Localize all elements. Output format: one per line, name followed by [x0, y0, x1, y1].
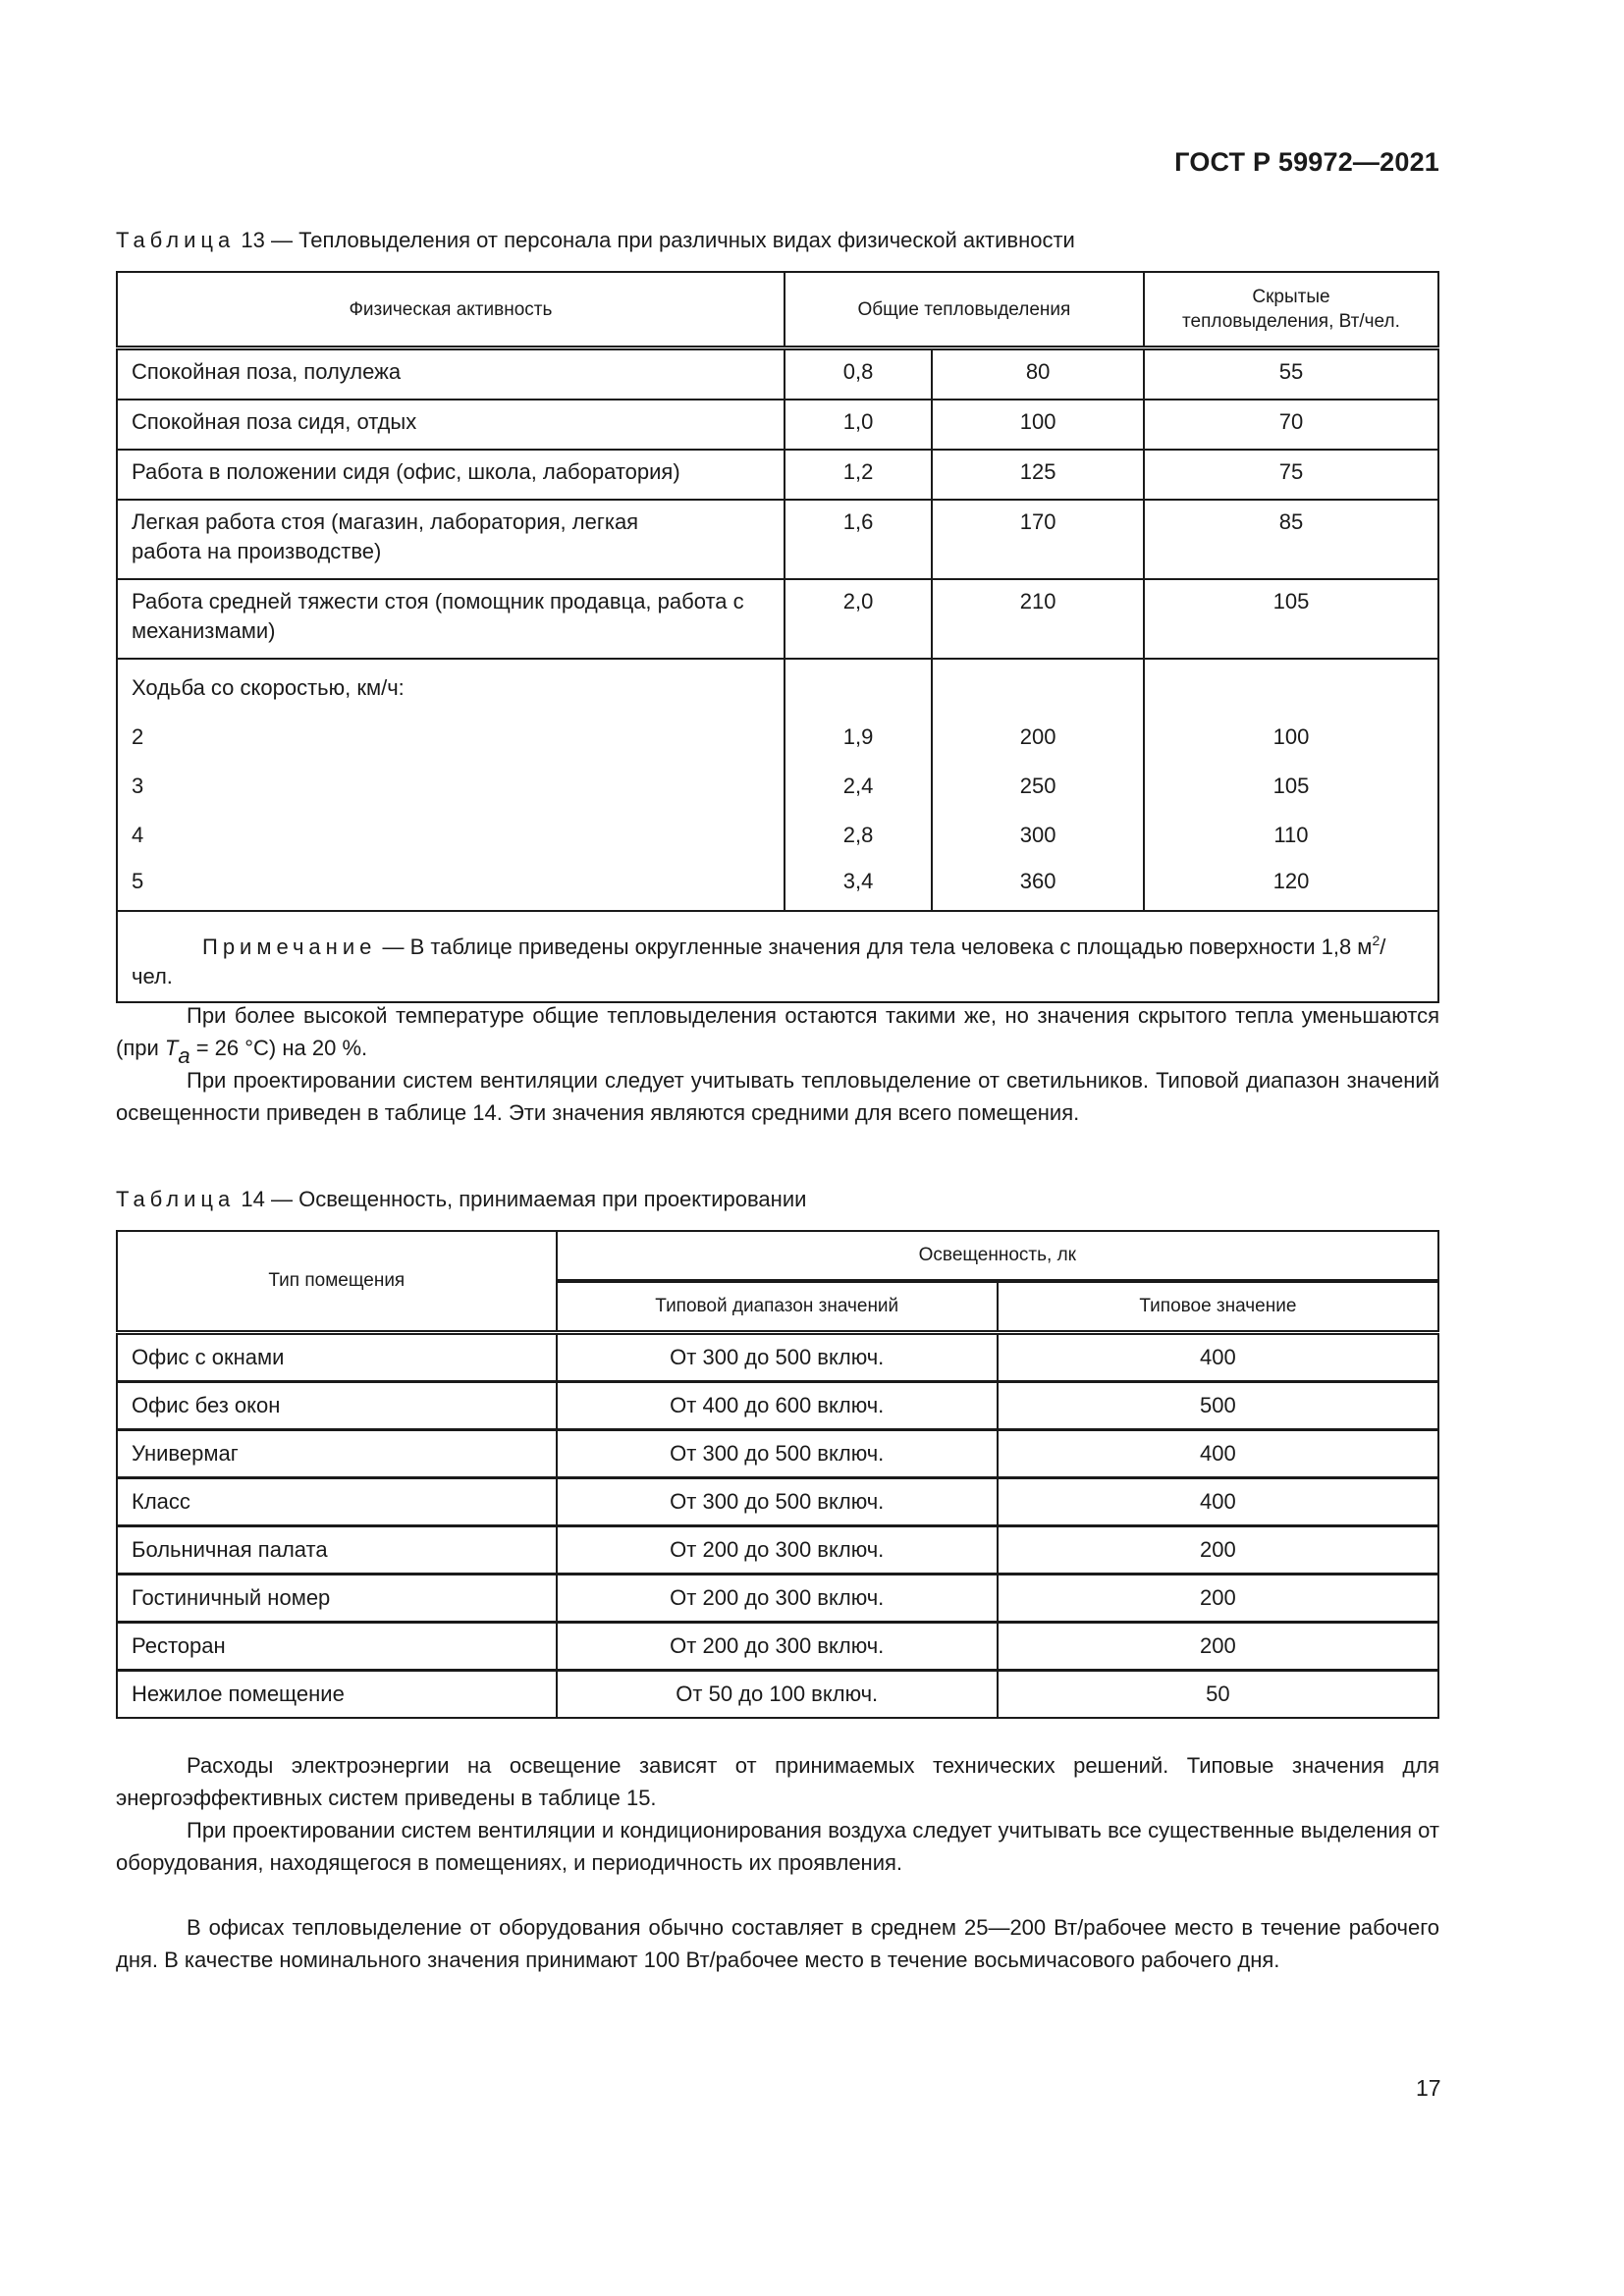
value-cell: 400 [998, 1478, 1438, 1526]
speed-cell: 3 [117, 765, 785, 814]
range-cell: От 400 до 600 включ. [557, 1382, 998, 1430]
room-cell: Офис без окон [117, 1382, 557, 1430]
total-heat-cell: 250 [932, 765, 1144, 814]
table13-note-row [117, 911, 1438, 1002]
table-row [117, 500, 1438, 579]
empty-cell [1144, 659, 1438, 716]
room-cell: Больничная палата [117, 1526, 557, 1575]
table14-caption [116, 1185, 806, 1214]
table-row [117, 863, 1438, 911]
table13-header-total-heat: Общие тепловыделения [785, 272, 1144, 348]
table-row [117, 400, 1438, 450]
met-cell: 2,4 [785, 765, 932, 814]
table13-note [117, 911, 1438, 1002]
empty-cell [932, 659, 1144, 716]
met-cell: 2,0 [785, 579, 932, 659]
table14-header-room-type: Тип помещения [117, 1231, 557, 1333]
walking-label-cell: Ходьба со скоростью, км/ч: [117, 659, 785, 716]
room-cell: Офис с окнами [117, 1333, 557, 1382]
table13-header-latent-heat: Скрытые тепловыделения, Вт/чел. [1144, 272, 1438, 348]
table14-illuminance [116, 1230, 1439, 1719]
speed-cell: 5 [117, 863, 785, 911]
met-cell: 1,2 [785, 450, 932, 500]
paragraph-latent-heat: При более высокой температуре общие тепловыделения остаются такими же, но значения скрытого тепла уменьшаются (при $T_a = 26$ °C) на 20 %. [116, 1003, 1439, 1068]
table13-header-activity: Физическая активность [117, 272, 785, 348]
table-row [117, 1623, 1438, 1671]
speed-cell: 2 [117, 716, 785, 765]
total-heat-cell: 125 [932, 450, 1144, 500]
temperature-variable: $T_a$ [164, 1036, 190, 1068]
value-cell: 400 [998, 1333, 1438, 1382]
table-row [117, 579, 1438, 659]
range-cell: От 200 до 300 включ. [557, 1526, 998, 1575]
table14-caption-text: 14 — Освещенность, принимаемая при проектировании [241, 1187, 807, 1211]
latent-heat-cell: 55 [1144, 348, 1438, 400]
table-row [117, 1430, 1438, 1478]
table-row [117, 765, 1438, 814]
table-row [117, 716, 1438, 765]
latent-heat-cell: 105 [1144, 765, 1438, 814]
met-cell: 2,8 [785, 814, 932, 863]
latent-heat-cell: 105 [1144, 579, 1438, 659]
table13-caption-text: 13 — Тепловыделения от персонала при различных видах физической активности [241, 228, 1075, 252]
table-row [117, 348, 1438, 400]
note-label: Примечание [202, 934, 377, 959]
table-row-walking-label [117, 659, 1438, 716]
total-heat-cell: 100 [932, 400, 1144, 450]
met-cell: 3,4 [785, 863, 932, 911]
table-row [117, 1575, 1438, 1623]
met-cell: 1,9 [785, 716, 932, 765]
note-text-end: /чел. [132, 934, 1386, 988]
table-row [117, 814, 1438, 863]
value-cell: 50 [998, 1671, 1438, 1719]
latent-heat-cell: 85 [1144, 500, 1438, 579]
range-cell: От 200 до 300 включ. [557, 1575, 998, 1623]
speed-cell: 4 [117, 814, 785, 863]
value-cell: 200 [998, 1526, 1438, 1575]
empty-cell [785, 659, 932, 716]
activity-cell: Работа средней тяжести стоя (помощник продавца, работа с механизмами) [117, 579, 785, 659]
met-cell: 0,8 [785, 348, 932, 400]
room-cell: Ресторан [117, 1623, 557, 1671]
total-heat-cell: 80 [932, 348, 1144, 400]
room-cell: Класс [117, 1478, 557, 1526]
value-cell: 400 [998, 1430, 1438, 1478]
table-row [117, 1333, 1438, 1382]
range-cell: От 300 до 500 включ. [557, 1478, 998, 1526]
table-row [117, 1526, 1438, 1575]
table14-caption-label: Таблица [116, 1187, 236, 1211]
activity-cell: Работа в положении сидя (офис, школа, лаборатория) [117, 450, 785, 500]
table-row [117, 1382, 1438, 1430]
met-cell: 1,6 [785, 500, 932, 579]
table-row [117, 1478, 1438, 1526]
latent-heat-cell: 120 [1144, 863, 1438, 911]
range-cell: От 300 до 500 включ. [557, 1430, 998, 1478]
room-cell: Универмаг [117, 1430, 557, 1478]
table14-header-illuminance: Освещенность, лк [557, 1231, 1438, 1281]
total-heat-cell: 360 [932, 863, 1144, 911]
table14-header-typical-value: Типовое значение [998, 1281, 1438, 1333]
value-cell: 500 [998, 1382, 1438, 1430]
latent-heat-cell: 100 [1144, 716, 1438, 765]
activity-cell: Спокойная поза, полулежа [117, 348, 785, 400]
table-row [117, 450, 1438, 500]
paragraph-lighting: При проектировании систем вентиляции следует учитывать тепловыделение от светильников. Типовой диапазон значений освещенности приведен в таблице 14. Эти значения являются средними для всего помещения. [116, 1068, 1439, 1125]
activity-cell: Спокойная поза сидя, отдых [117, 400, 785, 450]
note-text: — В таблице приведены округленные значения для тела человека с площадью поверхности 1,8 м [376, 934, 1373, 959]
value-cell: 200 [998, 1623, 1438, 1671]
table13-caption-label: Таблица [116, 228, 236, 252]
table-row [117, 1671, 1438, 1719]
room-cell: Гостиничный номер [117, 1575, 557, 1623]
room-cell: Нежилое помещение [117, 1671, 557, 1719]
standard-code-header: ГОСТ Р 59972—2021 [1174, 147, 1439, 177]
value-cell: 200 [998, 1575, 1438, 1623]
table13-caption [116, 226, 1075, 255]
paragraph-office-equipment: В офисах тепловыделение от оборудования обычно составляет в среднем 25—200 Вт/рабочее место в течение рабочего дня. В качестве номинального значения принимают 100 Вт/рабочее место в течение восьмичасового рабочего дня. [116, 1915, 1439, 1972]
range-cell: От 50 до 100 включ. [557, 1671, 998, 1719]
latent-heat-cell: 70 [1144, 400, 1438, 450]
paragraph-lighting-energy: Расходы электроэнергии на освещение зависят от принимаемых технических решений. Типовые значения для энергоэффективных систем приведены в таблице 15. [116, 1753, 1439, 1810]
total-heat-cell: 170 [932, 500, 1144, 579]
latent-heat-cell: 75 [1144, 450, 1438, 500]
total-heat-cell: 200 [932, 716, 1144, 765]
met-cell: 1,0 [785, 400, 932, 450]
table13-heat-emission [116, 271, 1439, 1003]
range-cell: От 200 до 300 включ. [557, 1623, 998, 1671]
paragraph-equipment-heat: При проектировании систем вентиляции и кондиционирования воздуха следует учитывать все существенные выделения от оборудования, находящегося в помещениях, и периодичность их проявления. [116, 1818, 1439, 1875]
page-number: 17 [1416, 2075, 1441, 2101]
note-superscript: 2 [1372, 933, 1380, 948]
latent-heat-cell: 110 [1144, 814, 1438, 863]
total-heat-cell: 300 [932, 814, 1144, 863]
activity-cell: Легкая работа стоя (магазин, лаборатория, легкая работа на производстве) [117, 500, 785, 579]
range-cell: От 300 до 500 включ. [557, 1333, 998, 1382]
total-heat-cell: 210 [932, 579, 1144, 659]
table14-header-typical-range: Типовой диапазон значений [557, 1281, 998, 1333]
